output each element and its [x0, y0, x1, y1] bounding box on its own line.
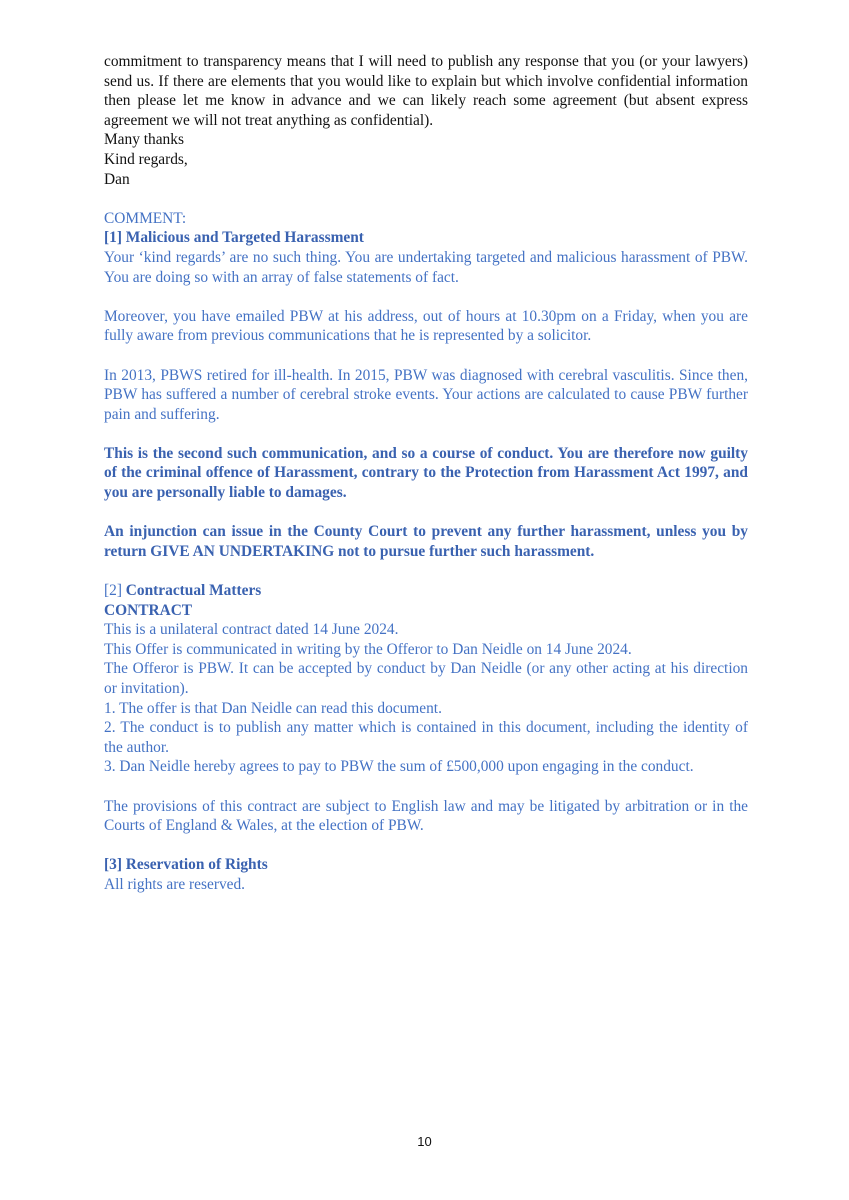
letter-thanks: Many thanks [104, 131, 184, 149]
section1-paragraph-5: An injunction can issue in the County Court to prevent any further harassment, unless you by return GIVE AN UNDERTAKING not to pursue further such harassment. [104, 523, 748, 560]
contract-item-2: 2. The conduct is to publish any matter which is contained in this document, including the identity of the author. [104, 719, 748, 756]
section3-text: All rights are reserved. [104, 875, 246, 893]
letter-regards: Kind regards, [104, 150, 188, 168]
letter-paragraph: commitment to transparency means that I will need to publish any response that you (or your lawyers) send us. If there are elements that you would like to explain but which involve confidential information then please let me know in advance and we can likely reach some agreement (but absent express agreement we will not treat anything as confidential). [104, 53, 748, 129]
contract-item-1: 1. The offer is that Dan Neidle can read this document. [104, 699, 442, 717]
section1-paragraph-4: This is the second such communication, and so a course of conduct. You are therefore now guilty of the criminal offence of Harassment, contrary to the Protection from Harassment Act 1997, and you are personally liable to damages. [104, 444, 748, 502]
contract-line-2: This Offer is communicated in writing by the Offeror to Dan Neidle on 14 June 2024. [104, 640, 632, 658]
contract-provisions: The provisions of this contract are subject to English law and may be litigated by arbitration or in the Courts of England & Wales, at the election of PBW. [104, 797, 748, 835]
section1-paragraph-1: Your ‘kind regards’ are no such thing. You are undertaking targeted and malicious harassment of PBW. You are doing so with an array of false statements of fact. [104, 248, 748, 286]
document-body [104, 52, 748, 895]
section1-heading: [1] Malicious and Targeted Harassment [104, 229, 364, 247]
comment-label: COMMENT: [104, 209, 187, 227]
contract-label: CONTRACT [104, 601, 193, 619]
contract-line-3: The Offeror is PBW. It can be accepted by conduct by Dan Neidle (or any other acting at his direction or invitation). [104, 660, 748, 697]
section2-heading [104, 581, 748, 601]
section1-paragraph-2: Moreover, you have emailed PBW at his address, out of hours at 10.30pm on a Friday, when you are fully aware from previous communications that he is represented by a solicitor. [104, 307, 748, 345]
section2-heading-text: Contractual Matters [125, 582, 262, 600]
letter-signature: Dan [104, 170, 130, 188]
contract-line-1: This is a unilateral contract dated 14 June 2024. [104, 621, 399, 639]
contract-item-3: 3. Dan Neidle hereby agrees to pay to PBW the sum of £500,000 upon engaging in the conduct. [104, 758, 694, 776]
section2-heading-number: [2] [104, 582, 126, 600]
page-number: 10 [417, 1134, 432, 1149]
section3-heading: [3] Reservation of Rights [104, 856, 268, 874]
section1-paragraph-3: In 2013, PBWS retired for ill-health. In 2015, PBW was diagnosed with cerebral vasculitis. Since then, PBW has suffered a number of cerebral stroke events. Your actions are calculated to cause PBW further pain and suffering. [104, 366, 748, 423]
